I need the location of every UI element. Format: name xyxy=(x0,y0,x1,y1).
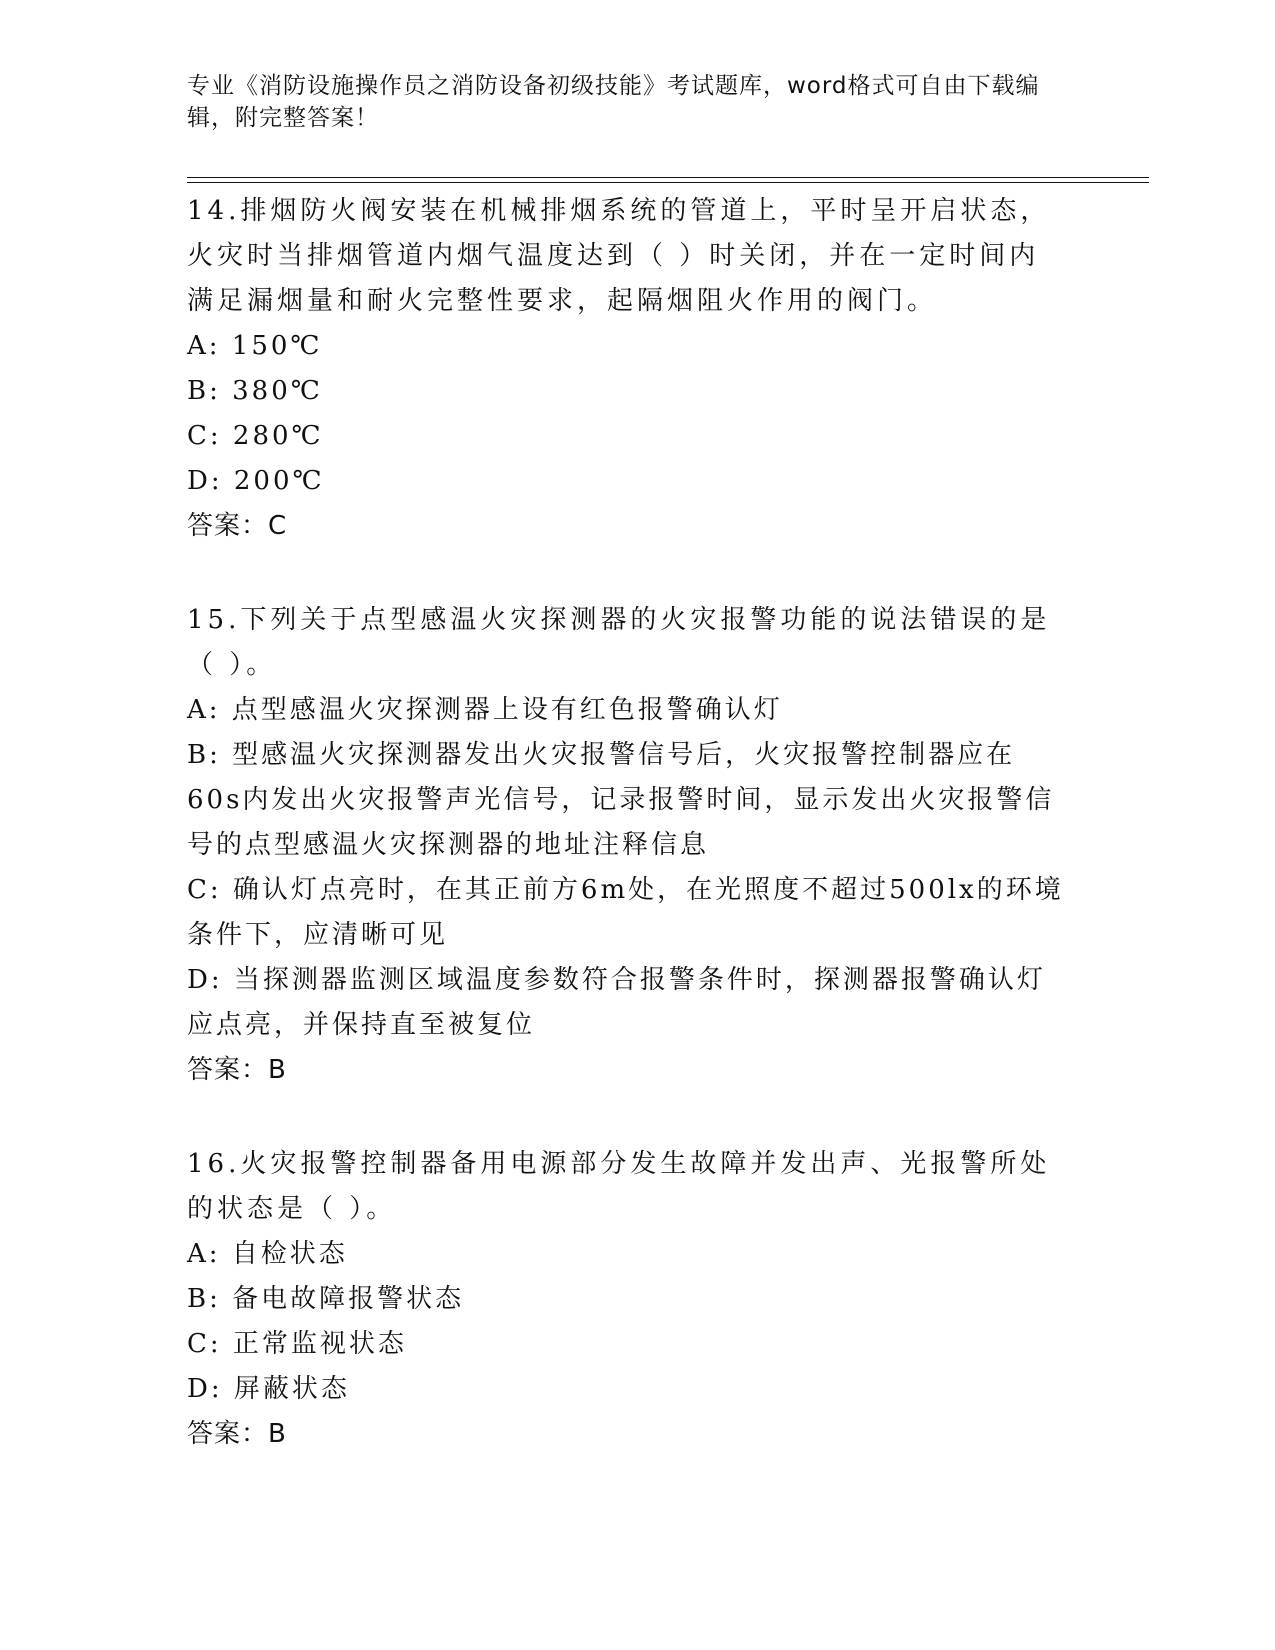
answer-line: 答案：B xyxy=(187,1419,287,1449)
option-c: C: 280℃ xyxy=(187,421,324,451)
option-a: A: 点型感温火灾探测器上设有红色报警确认灯 xyxy=(187,695,783,725)
option-a: A: 自检状态 xyxy=(187,1239,348,1269)
question-stem: 15.下列关于点型感温火灾探测器的火灾报警功能的说法错误的是（ ）。 xyxy=(187,605,1051,680)
option-d: D: 当探测器监测区域温度参数符合报警条件时，探测器报警确认灯应点亮，并保持直至被复位 xyxy=(187,965,1046,1040)
question-16 xyxy=(187,1142,1067,1457)
option-c: C: 确认灯点亮时，在其正前方6m处，在光照度不超过500lx的环境条件下，应清晰可见 xyxy=(187,875,1064,950)
option-b: B: 380℃ xyxy=(187,376,323,406)
option-b: B: 型感温火灾探测器发出火灾报警信号后，火灾报警控制器应在60s内发出火灾报警声光信号，记录报警时间，显示发出火灾报警信号的点型感温火灾探测器的地址注释信息 xyxy=(187,740,1055,860)
question-stem: 16.火灾报警控制器备用电源部分发生故障并发出声、光报警所处的状态是（ ）。 xyxy=(187,1149,1051,1224)
answer-line: 答案：B xyxy=(187,1055,287,1085)
option-d: D: 屏蔽状态 xyxy=(187,1374,350,1404)
option-c: C: 正常监视状态 xyxy=(187,1329,407,1359)
option-d: D: 200℃ xyxy=(187,466,325,496)
header-divider-bottom xyxy=(187,182,1149,183)
answer-line: 答案：C xyxy=(187,511,288,541)
question-14 xyxy=(187,189,1067,549)
option-a: A: 150℃ xyxy=(187,331,323,361)
option-b: B: 备电故障报警状态 xyxy=(187,1284,465,1314)
header-divider-top xyxy=(187,177,1149,178)
question-stem: 14.排烟防火阀安装在机械排烟系统的管道上，平时呈开启状态，火灾时当排烟管道内烟气温度达到（ ）时关闭，并在一定时间内满足漏烟量和耐火完整性要求，起隔烟阻火作用的阀门。 xyxy=(187,196,1051,316)
document-header: 专业《消防设施操作员之消防设备初级技能》考试题库，word格式可自由下载编辑，附完整答案！ xyxy=(187,73,1040,131)
question-15 xyxy=(187,598,1067,1093)
